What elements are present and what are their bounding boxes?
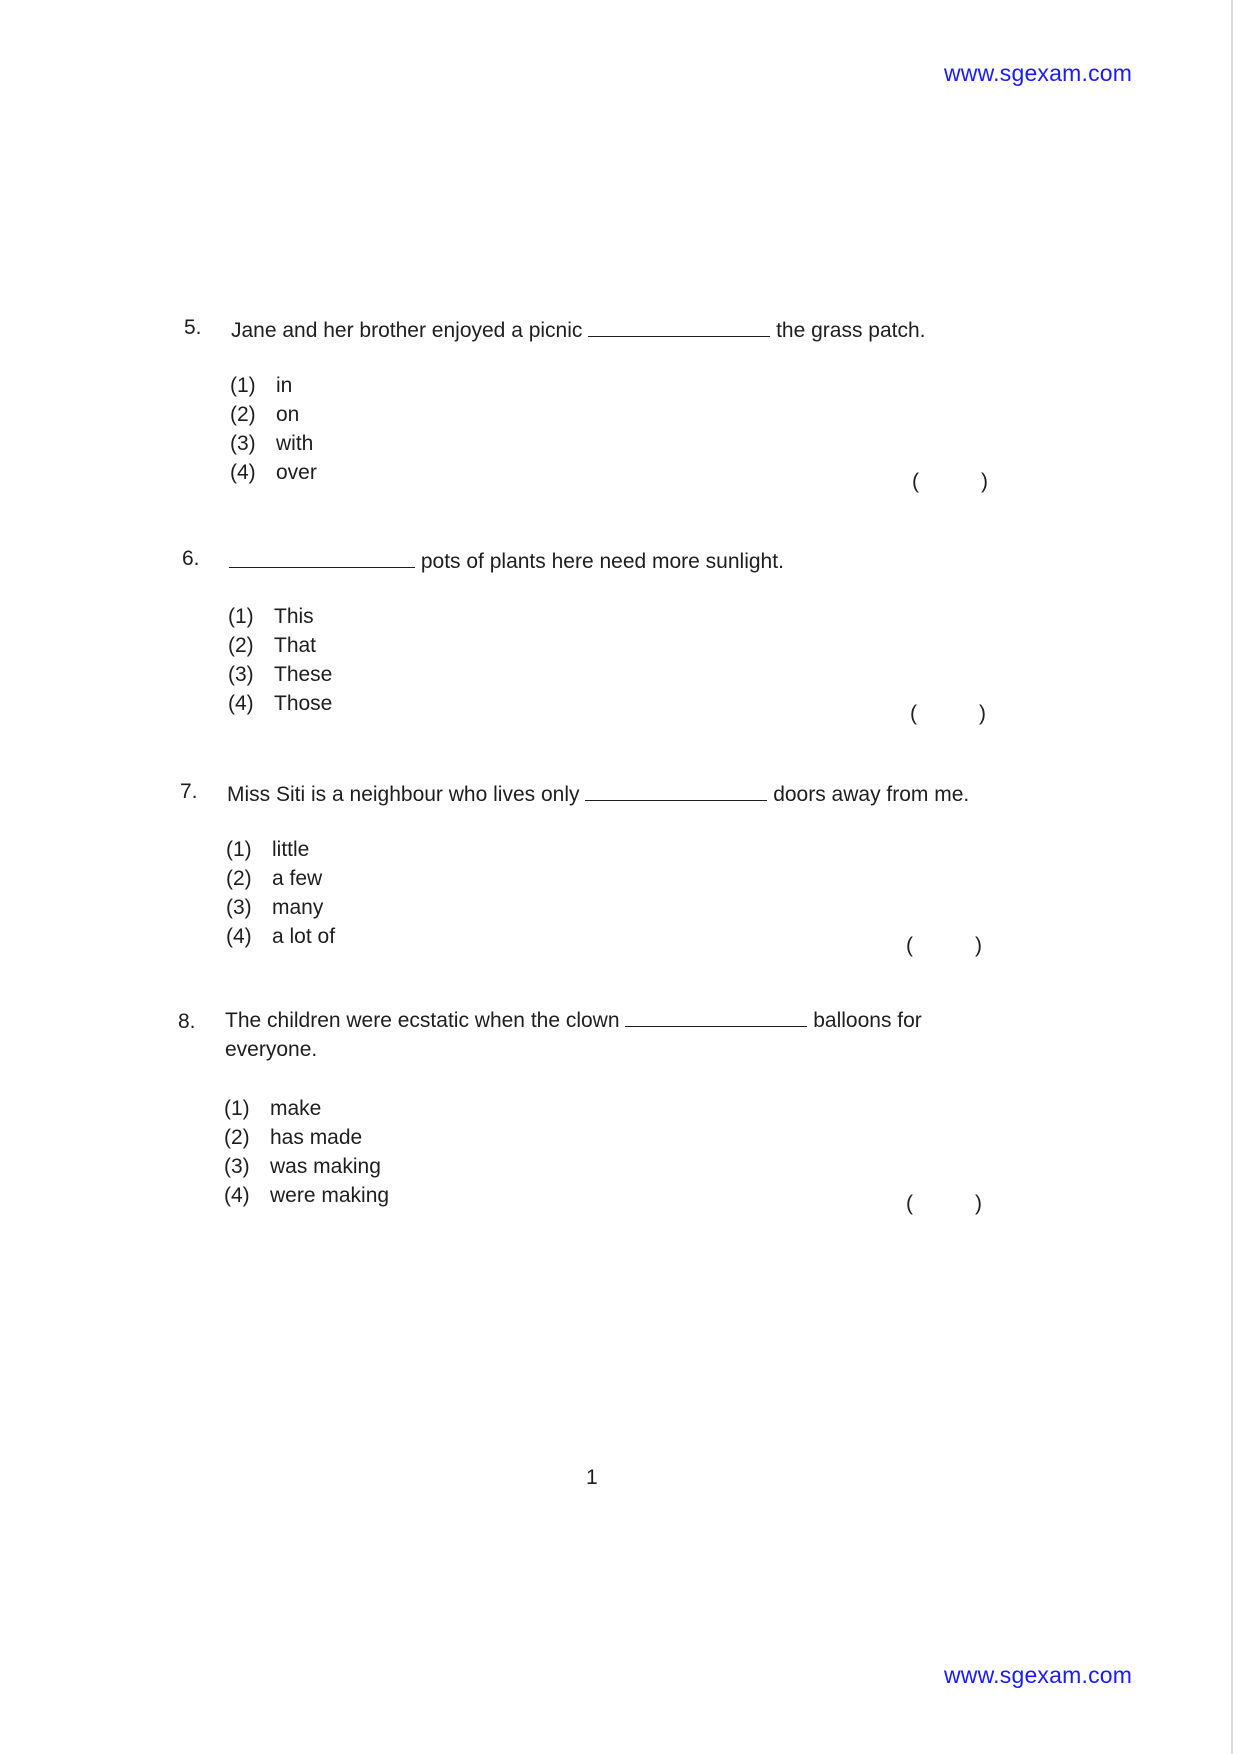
stem-before-blank: Jane and her brother enjoyed a picnic <box>231 319 583 342</box>
bracket-close: ) <box>975 1192 982 1215</box>
option-number: (1) <box>228 605 254 628</box>
option-number: (2) <box>226 867 252 890</box>
bracket-close: ) <box>981 470 988 493</box>
option-text: has made <box>270 1126 363 1149</box>
option-number: (1) <box>226 838 252 861</box>
answer-blank <box>229 547 415 568</box>
option-number: (2) <box>228 634 254 657</box>
option-1[interactable] <box>226 835 335 864</box>
answer-bracket-8[interactable] <box>906 1192 982 1216</box>
question-stem <box>231 316 926 343</box>
option-text: little <box>272 838 310 861</box>
answer-bracket-7[interactable] <box>906 934 982 958</box>
options-list <box>226 835 335 951</box>
option-4[interactable] <box>226 922 335 951</box>
option-number: (2) <box>224 1126 250 1149</box>
option-2[interactable] <box>226 864 335 893</box>
option-text: many <box>272 896 324 919</box>
option-number: (3) <box>230 432 256 455</box>
option-number: (3) <box>224 1155 250 1178</box>
option-1[interactable] <box>228 602 332 631</box>
option-4[interactable] <box>224 1181 389 1210</box>
option-text: a lot of <box>272 925 336 948</box>
option-1[interactable] <box>230 371 317 400</box>
option-3[interactable] <box>228 660 332 689</box>
page-number: 1 <box>586 1466 598 1489</box>
answer-blank <box>625 1006 807 1027</box>
option-2[interactable] <box>230 400 317 429</box>
answer-bracket-6[interactable] <box>910 702 986 726</box>
question-stem <box>225 1006 965 1064</box>
stem-after-blank: pots of plants here need more sunlight. <box>420 550 784 573</box>
option-text: a few <box>272 867 323 890</box>
option-text: These <box>274 663 333 686</box>
option-text: Those <box>274 692 333 715</box>
option-3[interactable] <box>224 1152 389 1181</box>
bracket-open: ( <box>910 702 917 725</box>
question-number: 6. <box>182 547 200 570</box>
answer-blank <box>585 780 767 801</box>
stem-before-blank: The children were ecstatic when the clown <box>225 1009 620 1032</box>
bracket-close: ) <box>979 702 986 725</box>
stem-after-blank: doors away from me. <box>773 783 970 806</box>
answer-bracket-5[interactable] <box>912 470 988 494</box>
option-text: on <box>276 403 300 426</box>
options-list <box>224 1094 389 1210</box>
answer-blank <box>588 316 770 337</box>
question-stem <box>229 547 784 574</box>
stem-after-blank: balloons for everyone. <box>225 1009 922 1061</box>
bracket-open: ( <box>906 934 913 957</box>
header-site-link[interactable]: www.sgexam.com <box>944 60 1133 86</box>
option-text: with <box>276 432 314 455</box>
options-list <box>230 371 317 487</box>
page-edge-shadow <box>1231 0 1233 1754</box>
option-1[interactable] <box>224 1094 389 1123</box>
option-3[interactable] <box>226 893 335 922</box>
option-number: (4) <box>228 692 254 715</box>
option-number: (3) <box>226 896 252 919</box>
option-3[interactable] <box>230 429 317 458</box>
option-number: (4) <box>230 461 256 484</box>
option-2[interactable] <box>228 631 332 660</box>
question-5 <box>184 316 1084 496</box>
option-text: over <box>276 461 317 484</box>
question-number: 7. <box>180 780 198 803</box>
bracket-open: ( <box>906 1192 913 1215</box>
stem-before-blank: Miss Siti is a neighbour who lives only <box>227 783 580 806</box>
option-number: (3) <box>228 663 254 686</box>
footer-site-link[interactable]: www.sgexam.com <box>944 1662 1133 1688</box>
option-text: were making <box>270 1184 390 1207</box>
option-text: make <box>270 1097 322 1120</box>
option-number: (2) <box>230 403 256 426</box>
option-text: was making <box>270 1155 381 1178</box>
option-4[interactable] <box>230 458 317 487</box>
option-number: (1) <box>224 1097 250 1120</box>
stem-after-blank: the grass patch. <box>776 319 926 342</box>
option-4[interactable] <box>228 689 332 718</box>
bracket-close: ) <box>975 934 982 957</box>
question-7 <box>180 780 1080 960</box>
option-number: (4) <box>226 925 252 948</box>
question-8 <box>178 1010 1078 1220</box>
question-6 <box>182 547 1082 727</box>
bracket-open: ( <box>912 470 919 493</box>
option-number: (4) <box>224 1184 250 1207</box>
question-number: 5. <box>184 316 202 339</box>
option-text: This <box>274 605 314 628</box>
option-number: (1) <box>230 374 256 397</box>
option-text: That <box>274 634 317 657</box>
option-text: in <box>276 374 293 397</box>
question-stem <box>227 780 969 807</box>
question-number: 8. <box>178 1010 196 1033</box>
option-2[interactable] <box>224 1123 389 1152</box>
options-list <box>228 602 332 718</box>
